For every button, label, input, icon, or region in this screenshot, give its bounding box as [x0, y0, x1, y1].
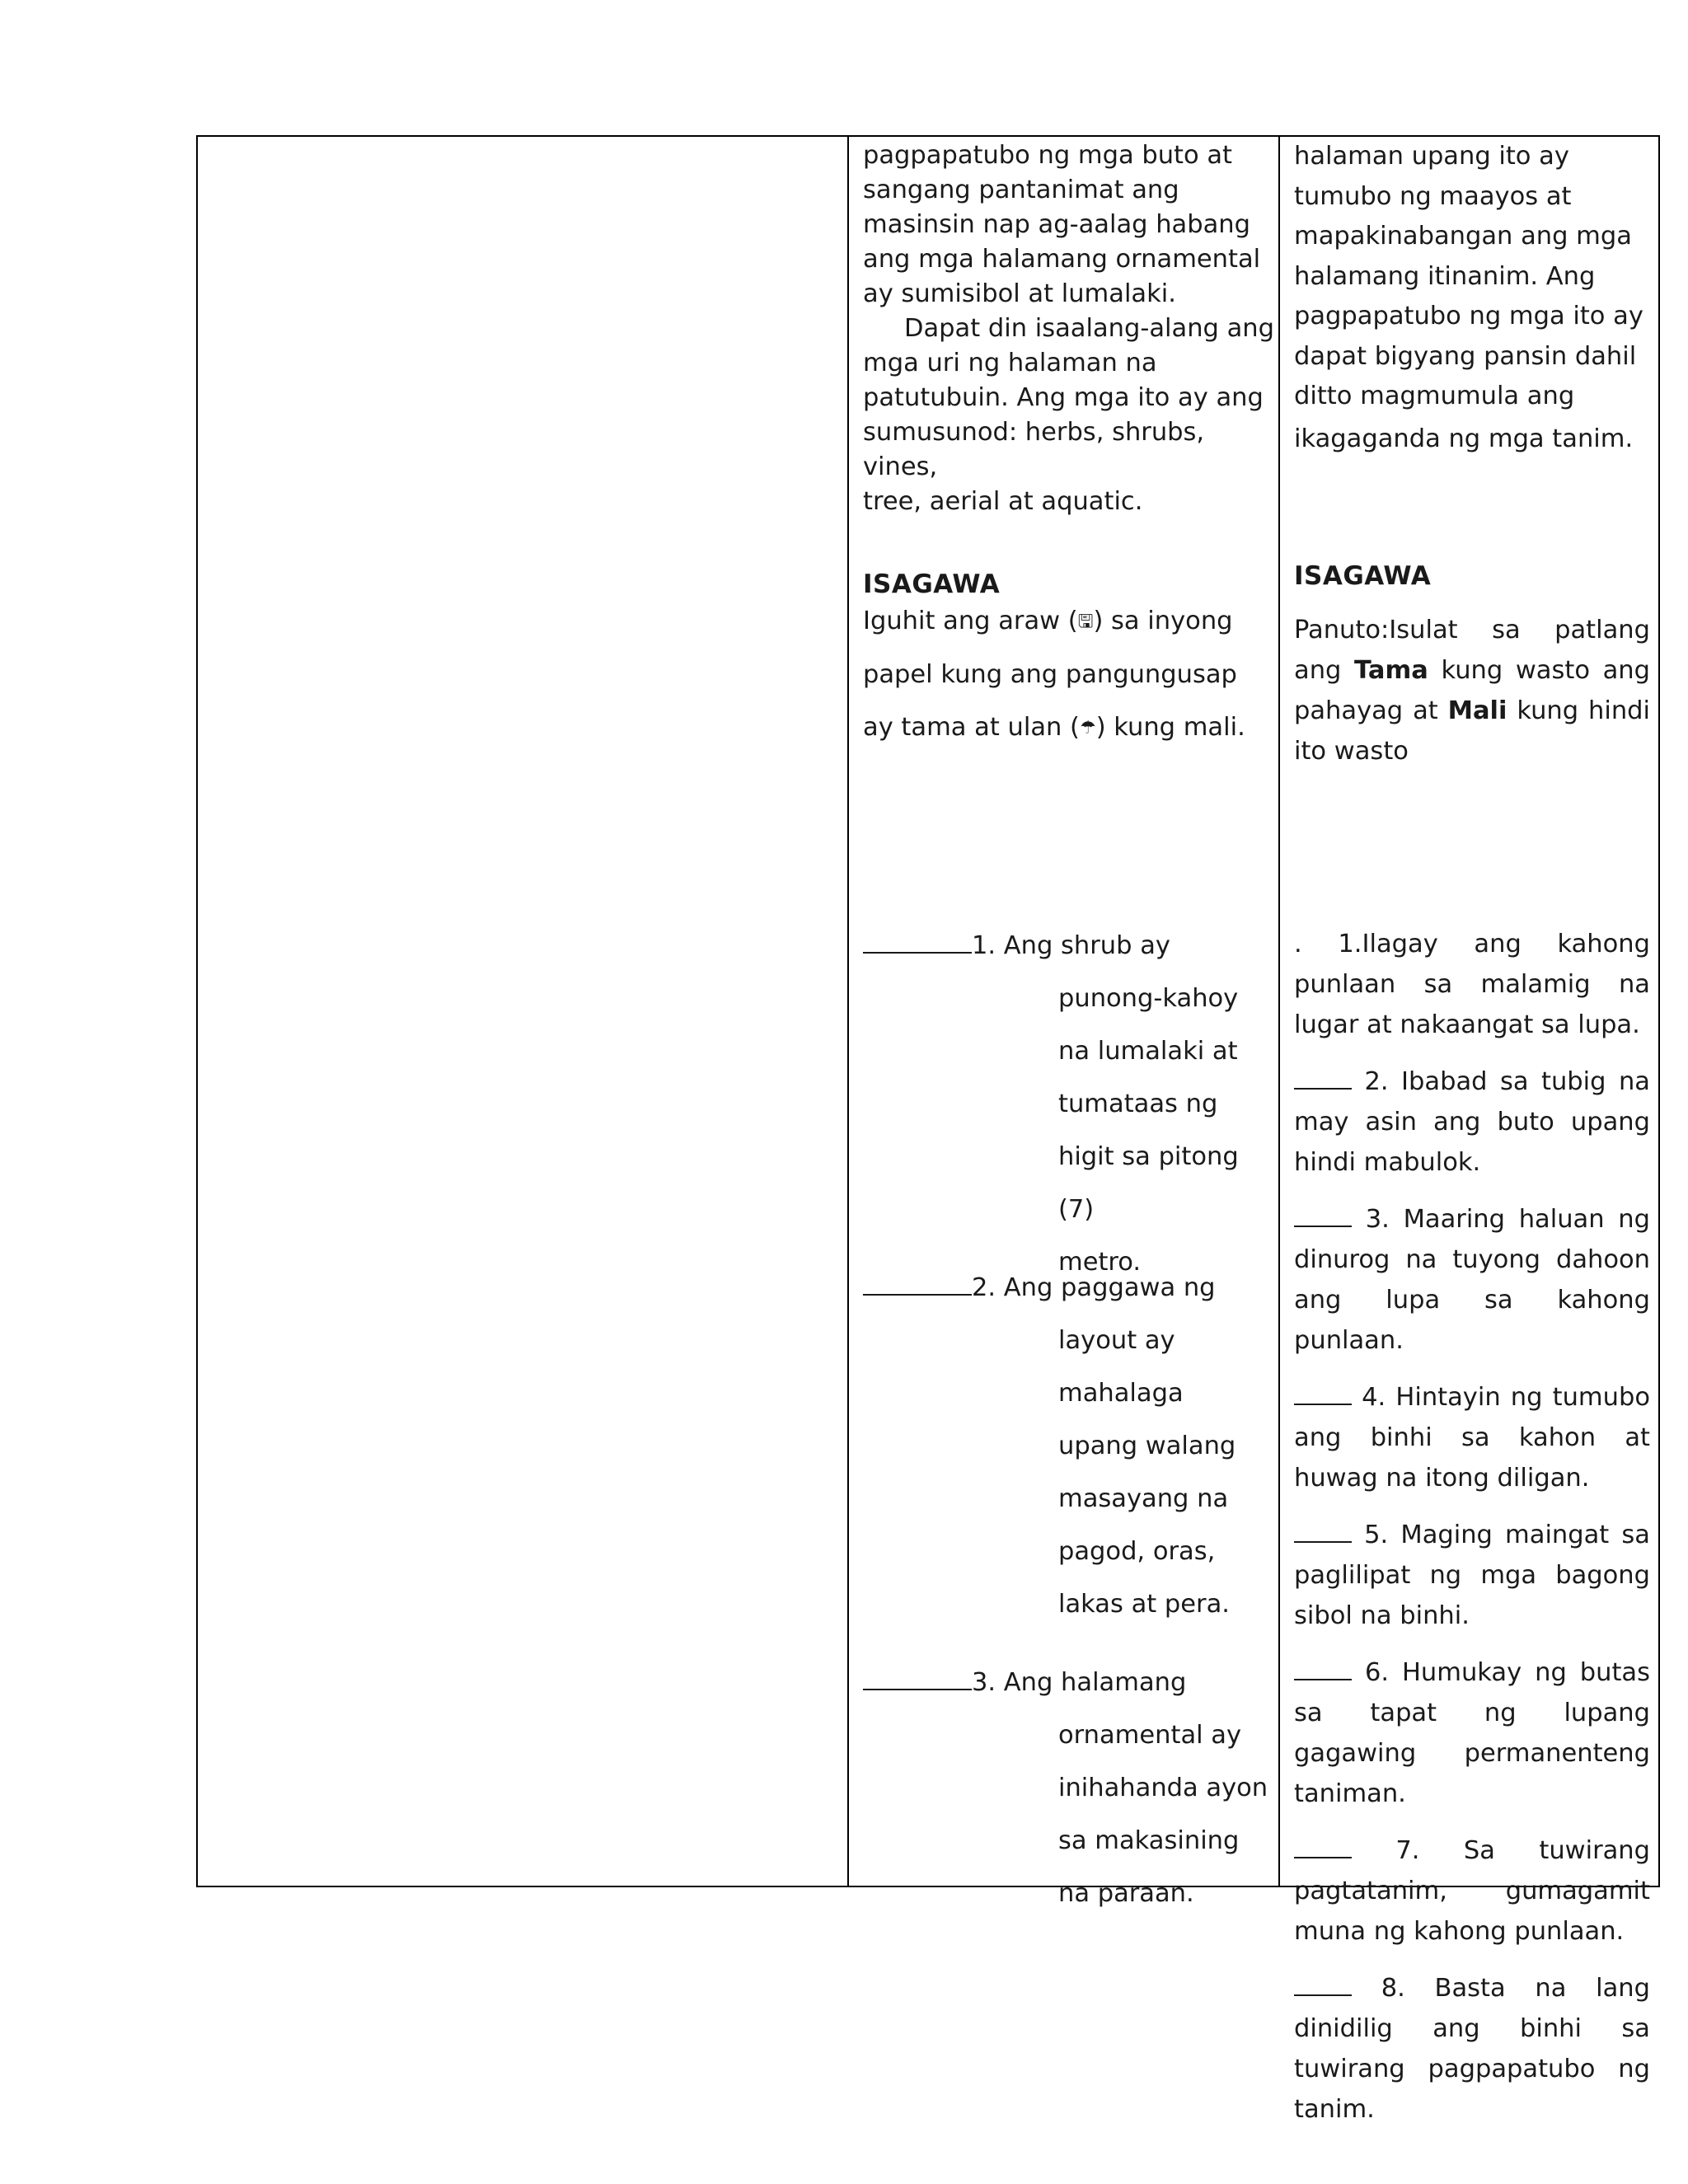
item-text: metro.	[1058, 1248, 1142, 1277]
item-text: mahalaga	[1058, 1379, 1184, 1408]
middle-column	[863, 137, 1275, 1908]
answer-blank[interactable]	[1294, 1659, 1352, 1680]
sun-icon: 🖫	[1077, 612, 1094, 632]
right-column	[1294, 137, 1651, 2124]
item-text: sa makasining	[1058, 1826, 1240, 1855]
question-item: 8. Basta na lang dinidilig ang binhi sa tuwirang pagpapatubo ng tanim.	[1294, 1974, 1650, 2124]
answer-blank[interactable]	[1294, 1206, 1352, 1227]
section-heading: ISAGAWA	[1294, 561, 1432, 591]
text-line: ang mga halamang ornamental	[863, 245, 1261, 274]
text-line: pagpapatubo ng mga buto at	[863, 141, 1233, 170]
item-text: na paraan.	[1058, 1879, 1194, 1908]
answer-blank[interactable]	[1294, 1068, 1352, 1090]
question-item: 6. Humukay ng butas sa tapat ng lupang gagawing permanenteng taniman.	[1294, 1658, 1650, 1808]
umbrella-icon: ☂	[1079, 718, 1096, 738]
item-text: na lumalaki at	[1058, 1037, 1238, 1066]
text-line: Dapat din isaalang-alang ang	[904, 314, 1274, 343]
item-text: masayang na	[1058, 1484, 1229, 1513]
answer-blank[interactable]	[863, 1274, 972, 1296]
list-item	[863, 1657, 1275, 1920]
instruction	[863, 602, 1275, 755]
instruction	[1294, 610, 1650, 771]
text-line: pagpapatubo ng mga ito ay	[1294, 302, 1643, 330]
text-line: sangang pantanimat ang	[863, 176, 1179, 204]
instruction-text: ay tama at ulan (	[863, 713, 1080, 742]
instruction-text: ) kung mali.	[1095, 713, 1245, 742]
answer-blank[interactable]	[1294, 1384, 1352, 1405]
item-text: layout ay	[1058, 1326, 1175, 1355]
lesson-table	[196, 135, 1660, 2124]
item-text: ornamental ay	[1058, 1721, 1242, 1750]
intro-paragraph	[1294, 137, 1650, 462]
text-line: mapakinabangan ang mga	[1294, 222, 1632, 251]
question-list	[1294, 924, 1650, 2130]
item-text: 2. Ang paggawa ng	[972, 1273, 1216, 1302]
text-line: patutubuin. Ang mga ito ay ang	[863, 383, 1264, 412]
item-text: upang walang	[1058, 1432, 1236, 1460]
text-line: tumubo ng maayos at	[1294, 181, 1572, 211]
text-line: halaman upang ito ay	[1294, 142, 1569, 171]
question-item: 2. Ibabad sa tubig na may asin ang buto upang hindi mabulok.	[1294, 1067, 1650, 1177]
text-line: masinsin nap ag-aalag habang	[863, 210, 1250, 239]
text-line: ay sumisibol at lumalaki.	[863, 279, 1176, 308]
item-text: 3. Ang halamang	[972, 1668, 1187, 1697]
answer-blank[interactable]	[863, 1669, 972, 1690]
instruction-text: kung wasto ang pahayag at	[1294, 656, 1650, 725]
intro-paragraph	[863, 138, 1275, 519]
item-text: inihahanda ayon	[1058, 1774, 1268, 1802]
text-line: ikagaganda ng mga tanim.	[1294, 424, 1634, 453]
list-item	[863, 1262, 1275, 1631]
item-text: punong-kahoy	[1058, 984, 1239, 1013]
text-line: ditto magmumula ang	[1294, 382, 1575, 410]
item-text: tumataas ng	[1058, 1090, 1218, 1118]
text-line: tree, aerial at aquatic.	[863, 487, 1143, 516]
item-text: higit sa pitong (7)	[1058, 1142, 1239, 1224]
item-text: 1. Ang shrub ay	[972, 931, 1170, 960]
answer-blank[interactable]	[863, 932, 972, 954]
question-item: 5. Maging maingat sa paglilipat ng mga bagong sibol na binhi.	[1294, 1521, 1650, 1630]
text-line: sumusunod: herbs, shrubs, vines,	[863, 418, 1205, 481]
answer-blank[interactable]	[1294, 1837, 1352, 1858]
list-item	[863, 920, 1275, 1289]
question-item: . 1.Ilagay ang kahong punlaan sa malamig na lugar at nakaangat sa lupa.	[1294, 930, 1650, 1039]
text-line: halamang itinanim. Ang	[1294, 261, 1596, 291]
column-divider	[847, 137, 849, 1886]
instruction-bold: Tama	[1354, 656, 1428, 685]
text-line: mga uri ng halaman na	[863, 349, 1157, 377]
section-heading: ISAGAWA	[863, 569, 1001, 599]
empty-column	[198, 137, 847, 1886]
text-line: dapat bigyang pansin dahil	[1294, 341, 1637, 371]
instruction-text: papel kung ang pangungusap	[863, 660, 1237, 689]
instruction-text: ) sa inyong	[1093, 607, 1233, 635]
answer-blank[interactable]	[1294, 1975, 1352, 1996]
answer-blank[interactable]	[1294, 1521, 1352, 1543]
instruction-text: Iguhit ang araw (	[863, 607, 1078, 635]
instruction-text: Panuto:Isulat sa patlang ang	[1294, 616, 1650, 685]
instruction-text: kung hindi ito wasto	[1294, 696, 1650, 766]
item-text: pagod, oras,	[1058, 1537, 1216, 1566]
question-item: 7. Sa tuwirang pagtatanim, gumagamit muna ng kahong punlaan.	[1294, 1836, 1650, 1946]
item-text: lakas at pera.	[1058, 1590, 1230, 1619]
column-divider	[1278, 137, 1280, 1886]
question-item: 3. Maaring haluan ng dinurog na tuyong dahoon ang lupa sa kahong punlaan.	[1294, 1205, 1651, 1355]
instruction-bold: Mali	[1447, 696, 1507, 725]
question-item: 4. Hintayin ng tumubo ang binhi sa kahon at huwag na itong diligan.	[1294, 1383, 1650, 1493]
